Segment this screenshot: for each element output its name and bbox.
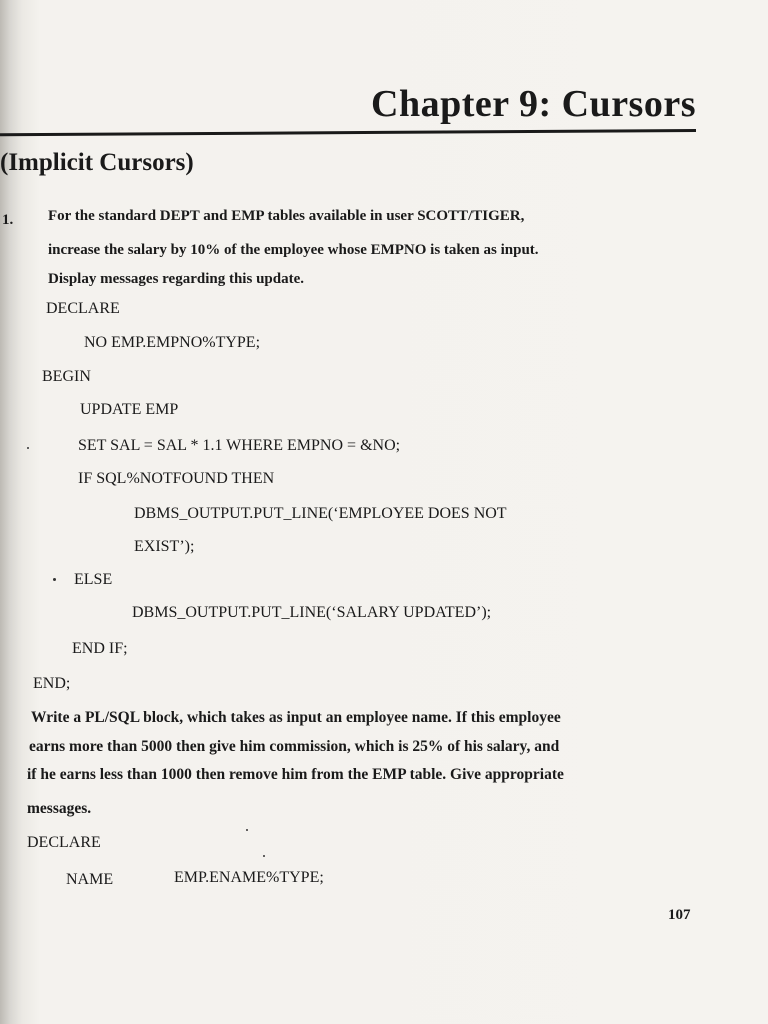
dust-speck [246, 829, 248, 831]
question-number: 1. [2, 212, 14, 228]
question-line: Write a PL/SQL block, which takes as input an employee name. If this employee [31, 709, 561, 726]
question-line: Display messages regarding this update. [48, 271, 304, 287]
question-line: if he earns less than 1000 then remove him from the EMP table. Give appropriate [27, 766, 564, 783]
code-line: EMP.ENAME%TYPE; [174, 869, 324, 886]
question-line: earns more than 5000 then give him commission, which is 25% of his salary, and [29, 738, 560, 755]
code-line: ELSE [74, 571, 113, 588]
dust-speck [263, 855, 265, 857]
code-line: SET SAL = SAL * 1.1 WHERE EMPNO = &NO; [78, 437, 401, 454]
question-line: increase the salary by 10% of the employee whose EMPNO is taken as input. [48, 242, 539, 258]
page-number: 107 [668, 907, 691, 923]
code-line: DECLARE [46, 300, 120, 317]
code-line: IF SQL%NOTFOUND THEN [78, 470, 275, 487]
question-line: For the standard DEPT and EMP tables available in user SCOTT/TIGER, [48, 208, 525, 224]
code-line: END; [33, 675, 71, 692]
chapter-title: Chapter 9: Cursors [371, 83, 696, 125]
section-title: (Implicit Cursors) [0, 149, 194, 176]
code-line: EXIST’); [134, 538, 195, 555]
code-line: BEGIN [42, 368, 91, 385]
code-line: NO EMP.EMPNO%TYPE; [84, 334, 261, 351]
dust-speck [27, 447, 29, 449]
question-line: messages. [27, 800, 92, 817]
code-line: DECLARE [27, 834, 101, 851]
code-line: DBMS_OUTPUT.PUT_LINE(‘SALARY UPDATED’); [132, 604, 492, 621]
code-line: NAME [66, 871, 114, 888]
dust-speck [53, 578, 56, 581]
code-line: END IF; [72, 640, 128, 657]
code-line: DBMS_OUTPUT.PUT_LINE(‘EMPLOYEE DOES NOT [134, 505, 507, 522]
code-line: UPDATE EMP [80, 401, 179, 418]
